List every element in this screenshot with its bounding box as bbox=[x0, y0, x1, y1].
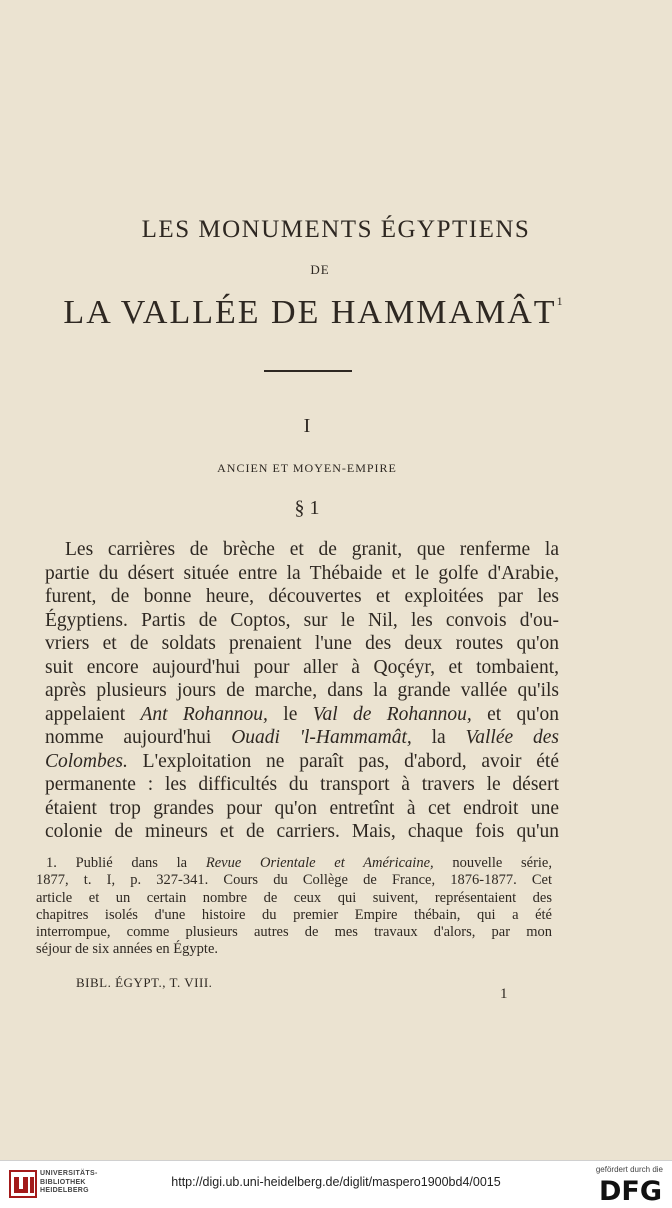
title-footnote-ref: 1 bbox=[556, 294, 565, 308]
footnote-line: 1877, t. I, p. 327-341. Cours du Collège de France, 1876-1877. Cet bbox=[36, 872, 552, 889]
body-line: furent, de bonne heure, découvertes et exploitées par les bbox=[45, 586, 559, 607]
title-line-2 bbox=[0, 294, 628, 332]
body-text-run: la bbox=[411, 727, 466, 748]
body-line: étaient trop grandes pour qu'on entretînt à cet endroit une bbox=[45, 797, 559, 819]
footnote-text-run: nouvelle série, bbox=[433, 855, 552, 871]
body-line bbox=[45, 726, 559, 750]
title-de: DE bbox=[310, 262, 330, 277]
body-line: après plusieurs jours de marche, dans la grande vallée qu'ils bbox=[45, 680, 559, 701]
body-line bbox=[45, 703, 559, 727]
title-rule bbox=[264, 370, 352, 372]
library-name-line: BIBLIOTHEK bbox=[40, 1178, 86, 1186]
viewer-footer-bar bbox=[0, 1160, 672, 1208]
dfg-logo: DFG bbox=[598, 1176, 662, 1207]
funder-caption: gefördert durch die bbox=[595, 1165, 663, 1174]
title-line-1: LES MONUMENTS ÉGYPTIENS bbox=[141, 216, 531, 243]
section-number: I bbox=[303, 415, 311, 437]
body-line: colonie de mineurs et de carriers. Mais, chaque fois qu'un bbox=[45, 821, 559, 842]
italic-term: Colombes. bbox=[45, 750, 128, 772]
section-subtitle: ANCIEN ET MOYEN-EMPIRE bbox=[217, 461, 397, 475]
body-text-run: le bbox=[267, 703, 313, 725]
footnote-text-run: 1. Publié dans la bbox=[46, 855, 206, 871]
title-line-2-text: LA VALLÉE DE HAMMAMÂT bbox=[63, 294, 557, 331]
body-line: Les carrières de brèche et de granit, que renferme la bbox=[65, 539, 559, 560]
page-number: 1 bbox=[500, 986, 508, 1002]
footnote-line: séjour de six années en Égypte. bbox=[36, 941, 219, 958]
italic-term: Vallée des bbox=[465, 727, 559, 748]
body-text bbox=[45, 538, 559, 844]
signature-mark: BIBL. ÉGYPT., T. VIII. bbox=[76, 975, 213, 990]
body-line bbox=[45, 750, 559, 774]
body-line: vriers et de soldats prenaient l'une des deux routes qu'on bbox=[45, 633, 559, 654]
footnote-line: chapitres isolés d'une histoire du premier Empire thébain, qui a été bbox=[36, 906, 552, 923]
italic-term: Ant Rohannou, bbox=[140, 703, 268, 725]
body-line: partie du désert située entre la Thébaide et le golfe d'Arabie, bbox=[45, 562, 559, 584]
footnote-line bbox=[36, 855, 552, 872]
italic-term: Ouadi 'l-Hammamât, bbox=[231, 727, 412, 748]
footnote bbox=[36, 855, 552, 959]
body-text-run: appelaient bbox=[45, 703, 141, 725]
paragraph-number: § 1 bbox=[294, 497, 320, 519]
body-line: Égyptiens. Partis de Coptos, sur le Nil, les convois d'ou- bbox=[45, 609, 559, 631]
library-name-line: UNIVERSITÄTS- bbox=[40, 1170, 98, 1177]
library-name-line: HEIDELBERG bbox=[40, 1187, 89, 1194]
body-text-run: nomme aujourd'hui bbox=[45, 727, 232, 748]
body-text-run: L'exploitation ne paraît pas, d'abord, avoir été bbox=[127, 750, 559, 772]
footnote-line: interrompue, comme plusieurs autres de mes travaux d'alors, par mon bbox=[36, 924, 552, 941]
footnote-line: article et un certain nombre de ceux qui suivent, représentaient des bbox=[36, 889, 552, 906]
body-line: suit encore aujourd'hui pour aller à Qoçéyr, et tombaient, bbox=[45, 656, 559, 678]
body-text-run: et qu'on bbox=[471, 703, 560, 725]
italic-term: Val de Rohannou, bbox=[312, 703, 472, 725]
permalink-url[interactable]: http://digi.ub.uni-heidelberg.de/diglit/maspero1900bd4/0015 bbox=[171, 1175, 501, 1189]
italic-term: Revue Orientale et Américaine, bbox=[205, 855, 434, 871]
body-line: permanente : les difficultés du transport à travers le désert bbox=[45, 774, 559, 795]
